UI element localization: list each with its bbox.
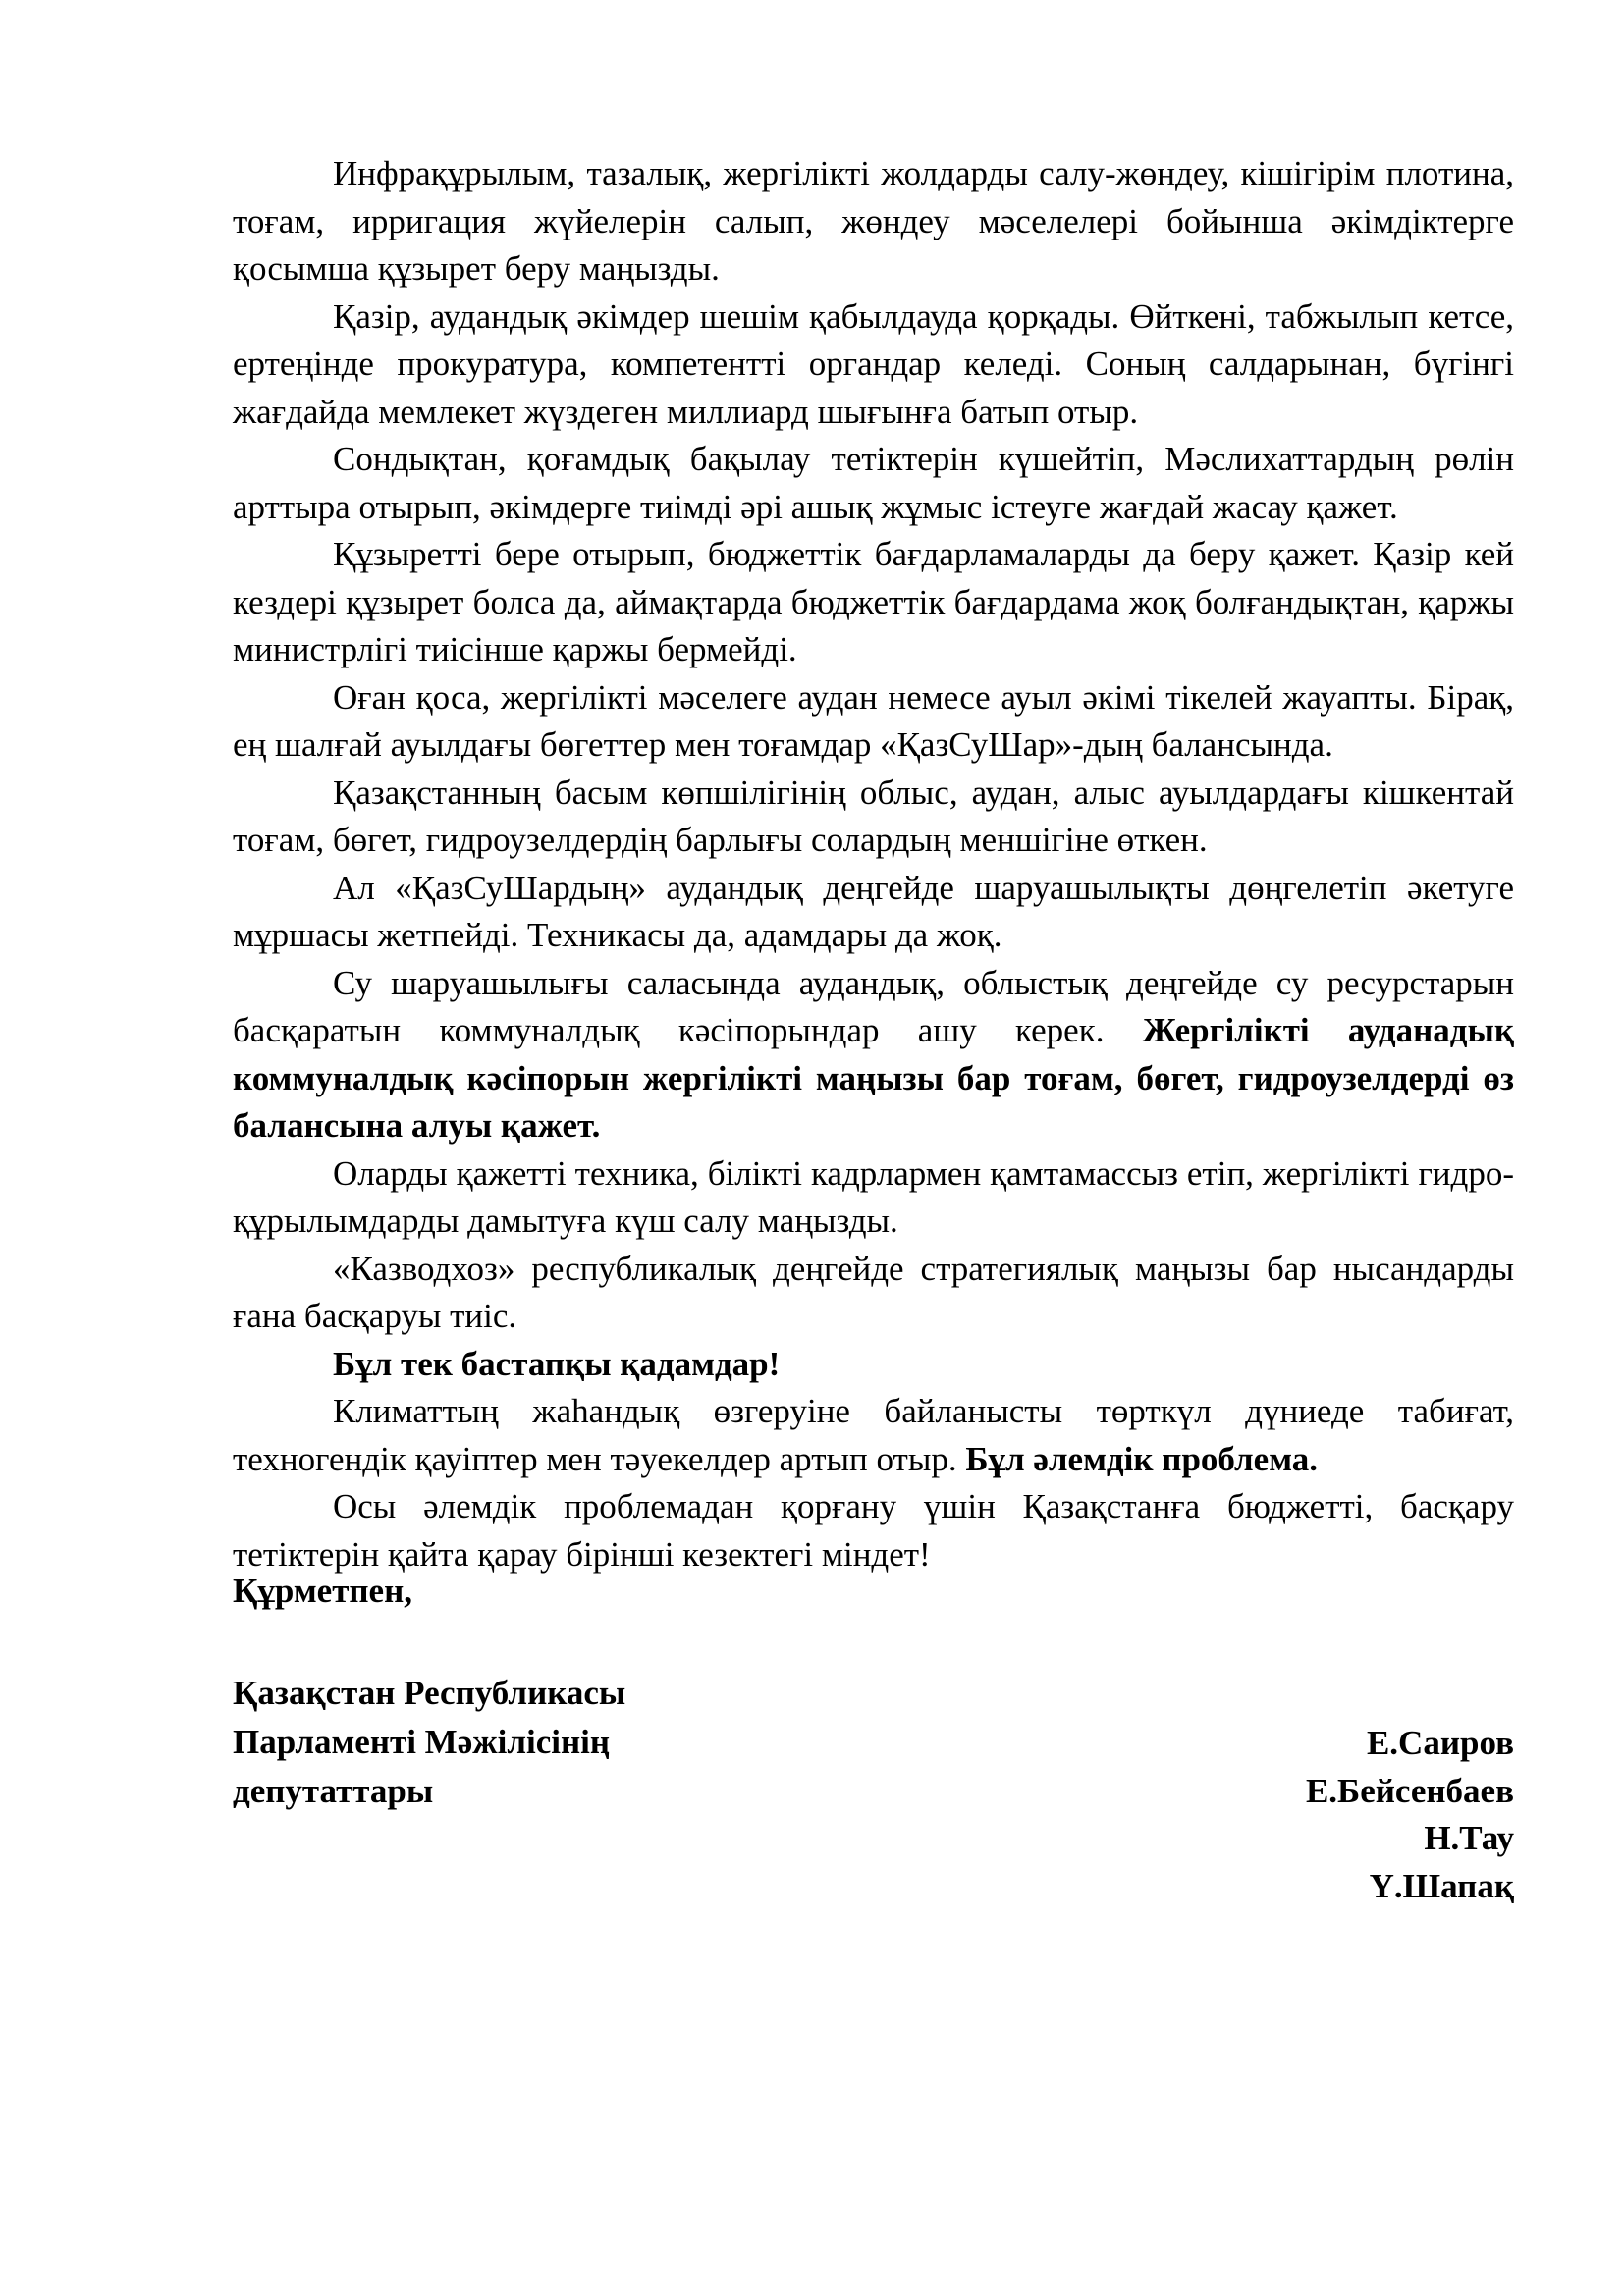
paragraph-9 — [233, 1150, 1514, 1246]
paragraph-8 — [233, 960, 1514, 1150]
paragraph-1 — [233, 150, 1514, 294]
paragraph-text: Қазақстанның басым көпшілігінің облыс, аудан, алыс ауылдардағы кішкентай тоғам, бөгет, гидроузелдердің барлығы солардың меншігіне өткен. — [233, 773, 1514, 859]
paragraph-text: Қазір, аудандық әкімдер шешім қабылдауда қорқады. Өйткені, табжылып кетсе, ертеңінде прокуратура, компетентті органдар келеді. Соның салдарынан, бүгінгі жағдайда мемлекет жүздеген миллиард шығынға батып отыр. — [233, 296, 1514, 431]
paragraph-2 — [233, 294, 1514, 437]
signer-name: Ү.Шапақ — [1369, 1866, 1514, 1905]
paragraph-3 — [233, 436, 1514, 531]
org-line-1: Қазақстан Республикасы — [233, 1674, 626, 1712]
paragraph-text: «Казводхоз» республикалық деңгейде стратегиялық маңызы бар нысандарды ғана басқаруы тиіс. — [233, 1249, 1514, 1335]
letter-body — [233, 150, 1514, 1578]
paragraph-4 — [233, 531, 1514, 674]
paragraph-13 — [233, 1483, 1514, 1578]
org-line-2: Парламенті Мәжілісінің — [233, 1723, 611, 1761]
paragraph-bold-text: Жергілікті ауданадық коммуналдық кәсіпорын жергілікті маңызы бар тоғам, бөгет, гидроузелдерді өз балансына алуы қажет. — [233, 1011, 1515, 1145]
paragraph-text: Инфрақұрылым, тазалық, жергілікті жолдарды салу-жөндеу, кішігірім плотина, тоғам, ирригация жүйелерін салып, жөндеу мәселелері бойынша әкімдіктерге қосымша құзырет беру маңызды. — [233, 154, 1514, 288]
paragraph-text: Су шаруашылығы саласында аудандық, облыстық деңгейде су ресурстарын басқаратын коммуналдық кәсіпорындар ашу керек. — [233, 963, 1514, 1049]
paragraph-bold-text: Бұл тек бастапқы қадамдар! — [333, 1344, 781, 1383]
paragraph-11 — [233, 1341, 1514, 1389]
paragraph-bold-text: Бұл әлемдік проблема. — [965, 1439, 1319, 1478]
paragraph-10 — [233, 1246, 1514, 1341]
paragraph-7 — [233, 865, 1514, 960]
org-line-3: депутаттары — [233, 1772, 434, 1810]
paragraph-text: Осы әлемдік проблемадан қорғану үшін Қазақстанға бюджетті, басқару тетіктерін қайта қарау бірінші кезектегі міндет! — [233, 1487, 1514, 1574]
paragraph-text: Оған қоса, жергілікті мәселеге аудан немесе ауыл әкімі тікелей жауапты. Бірақ, ең шалғай ауылдағы бөгеттер мен тоғамдар «ҚазСуШар»-дың балансында. — [233, 677, 1514, 764]
signer-name: Н.Тау — [1424, 1819, 1514, 1857]
paragraph-text: Климаттың жаһандық өзгеруіне байланысты төрткүл дүниеде табиғат, техногендік қауіптер мен тәуекелдер артып отыр. — [233, 1392, 1514, 1478]
salutation: Құрметпен, — [233, 1572, 412, 1610]
paragraph-text: Сондықтан, қоғамдық бақылау тетіктерін күшейтіп, Мәслихаттардың рөлін арттыра отырып, әкімдерге тиімді әрі ашық жұмыс істеуге жағдай жасау қажет. — [233, 440, 1514, 526]
signers-list — [1306, 1720, 1514, 1910]
paragraph-text: Оларды қажетті техника, білікті кадрлармен қамтамассыз етіп, жергілікті гидро-құрылымдарды дамытуға күш салу маңызды. — [233, 1153, 1514, 1240]
paragraph-text: Құзыретті бере отырып, бюджеттік бағдарламаларды да беру қажет. Қазір кей кездері құзырет болса да, аймақтарда бюджеттік бағдардама жоқ болғандықтан, қаржы министрлігі тиісінше қаржы бермейді. — [233, 535, 1514, 668]
signer-name: Е.Саиров — [1366, 1724, 1514, 1762]
paragraph-6 — [233, 770, 1514, 865]
paragraph-12 — [233, 1388, 1514, 1483]
paragraph-text: Ал «ҚазСуШардың» аудандық деңгейде шаруашылықты дөңгелетіп әкетуге мұршасы жетпейді. Техникасы да, адамдары да жоқ. — [233, 868, 1514, 954]
signer-name: Е.Бейсенбаев — [1305, 1771, 1514, 1810]
paragraph-5 — [233, 674, 1514, 770]
